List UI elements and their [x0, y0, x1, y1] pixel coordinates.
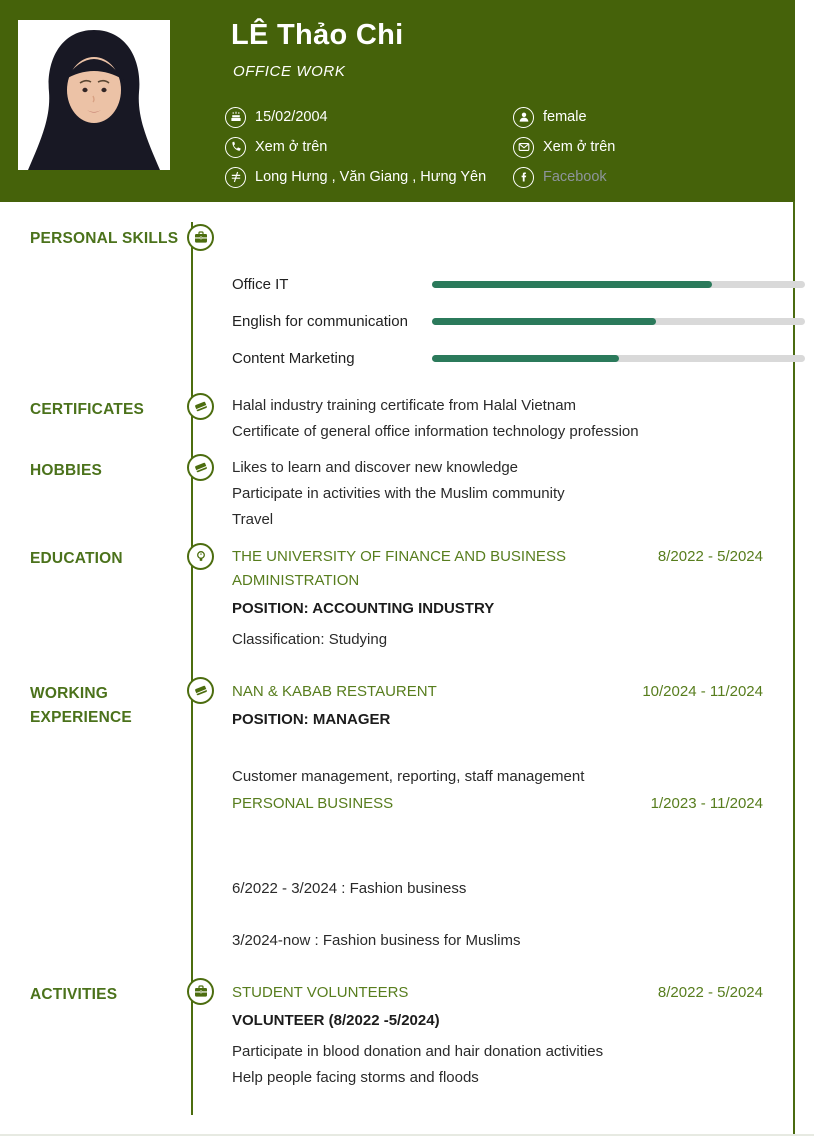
- activities-description: Help people facing storms and floods: [232, 1069, 479, 1086]
- birthday-icon: [225, 107, 246, 128]
- book-icon: [194, 684, 208, 697]
- portrait-image: [18, 20, 170, 170]
- briefcase-icon: [194, 985, 208, 998]
- birthday-value: 15/02/2004: [255, 109, 328, 125]
- section-title-education: EDUCATION: [30, 550, 123, 567]
- certificate-item: Certificate of general office information technology profession: [232, 423, 639, 440]
- candidate-name: LÊ Thảo Chi: [231, 19, 404, 51]
- location-icon: [225, 167, 246, 188]
- skill-label: Office IT: [232, 276, 289, 293]
- certificate-item: Halal industry training certificate from Halal Vietnam: [232, 397, 577, 414]
- hobby-item: Travel: [232, 511, 274, 528]
- activities-date: 8/2022 - 5/2024: [657, 984, 763, 1001]
- experience-description: 3/2024-now : Fashion business for Muslims: [232, 932, 521, 949]
- lightbulb-icon: [194, 550, 208, 564]
- activities-position: VOLUNTEER (8/2022 -5/2024): [232, 1012, 440, 1029]
- book-icon: [194, 400, 208, 413]
- contact-row-address: [225, 166, 486, 188]
- gender-value: female: [543, 109, 587, 125]
- experience-description: 6/2022 - 3/2024 : Fashion business: [232, 880, 467, 897]
- skill-label: English for communication: [232, 313, 408, 330]
- hobbies-node: [187, 454, 214, 481]
- section-title-skills: PERSONAL SKILLS: [30, 230, 179, 247]
- skill-bar: [432, 355, 805, 362]
- experience-org: PERSONAL BUSINESS: [232, 795, 394, 812]
- skill-bar: [432, 281, 805, 288]
- skills-node: [187, 224, 214, 251]
- certificates-node: [187, 393, 214, 420]
- activities-description: Participate in blood donation and hair donation activities: [232, 1043, 604, 1060]
- profile-photo: [18, 20, 170, 170]
- contact-row-facebook[interactable]: [513, 166, 607, 188]
- person-icon: [513, 107, 534, 128]
- page-right-border: [793, 201, 795, 1136]
- section-title-certificates: CERTIFICATES: [30, 401, 145, 418]
- facebook-icon: [513, 167, 534, 188]
- experience-entry-header: [232, 792, 763, 816]
- phone-icon: [225, 137, 246, 158]
- activities-node: [187, 978, 214, 1005]
- skill-bar: [432, 318, 805, 325]
- experience-org: NAN & KABAB RESTAURENT: [232, 683, 437, 700]
- education-org: THE UNIVERSITY OF FINANCE AND BUSINESS ADMINISTRATION: [232, 548, 566, 589]
- skill-bar-fill: [432, 355, 619, 362]
- phone-value: Xem ở trên: [255, 139, 328, 155]
- experience-position: POSITION: MANAGER: [232, 711, 391, 728]
- experience-description: Customer management, reporting, staff management: [232, 768, 585, 785]
- email-icon: [513, 137, 534, 158]
- briefcase-icon: [194, 231, 208, 244]
- skill-bar-fill: [432, 281, 712, 288]
- contact-row-phone: [225, 136, 327, 158]
- email-value: Xem ở trên: [543, 139, 616, 155]
- experience-date: 1/2023 - 11/2024: [650, 795, 763, 812]
- education-note: Classification: Studying: [232, 631, 388, 648]
- education-entry-header: [232, 545, 763, 593]
- address-value: Long Hưng , Văn Giang , Hưng Yên: [255, 169, 487, 185]
- facebook-link[interactable]: Facebook: [543, 169, 607, 185]
- section-title-activities: ACTIVITIES: [30, 986, 118, 1003]
- hobby-item: Likes to learn and discover new knowledge: [232, 459, 519, 476]
- skill-label: Content Marketing: [232, 350, 355, 367]
- contact-row-gender: [513, 106, 587, 128]
- experience-date: 10/2024 - 11/2024: [642, 683, 763, 700]
- skill-bar-fill: [432, 318, 656, 325]
- activities-org: STUDENT VOLUNTEERS: [232, 984, 409, 1001]
- education-date: 8/2022 - 5/2024: [657, 548, 763, 565]
- education-node: [187, 543, 214, 570]
- activities-entry-header: [232, 981, 763, 1005]
- section-title-hobbies: HOBBIES: [30, 462, 103, 479]
- education-position: POSITION: ACCOUNTING INDUSTRY: [232, 600, 495, 617]
- experience-node: [187, 677, 214, 704]
- hobby-item: Participate in activities with the Muslim community: [232, 485, 565, 502]
- section-title-experience: WORKING EXPERIENCE: [30, 685, 132, 726]
- job-title: OFFICE WORK: [233, 63, 346, 80]
- cv-header: [0, 0, 795, 202]
- contact-row-email: [513, 136, 615, 158]
- contact-row-birthday: [225, 106, 328, 128]
- book-icon: [194, 461, 208, 474]
- experience-entry-header: [232, 680, 763, 704]
